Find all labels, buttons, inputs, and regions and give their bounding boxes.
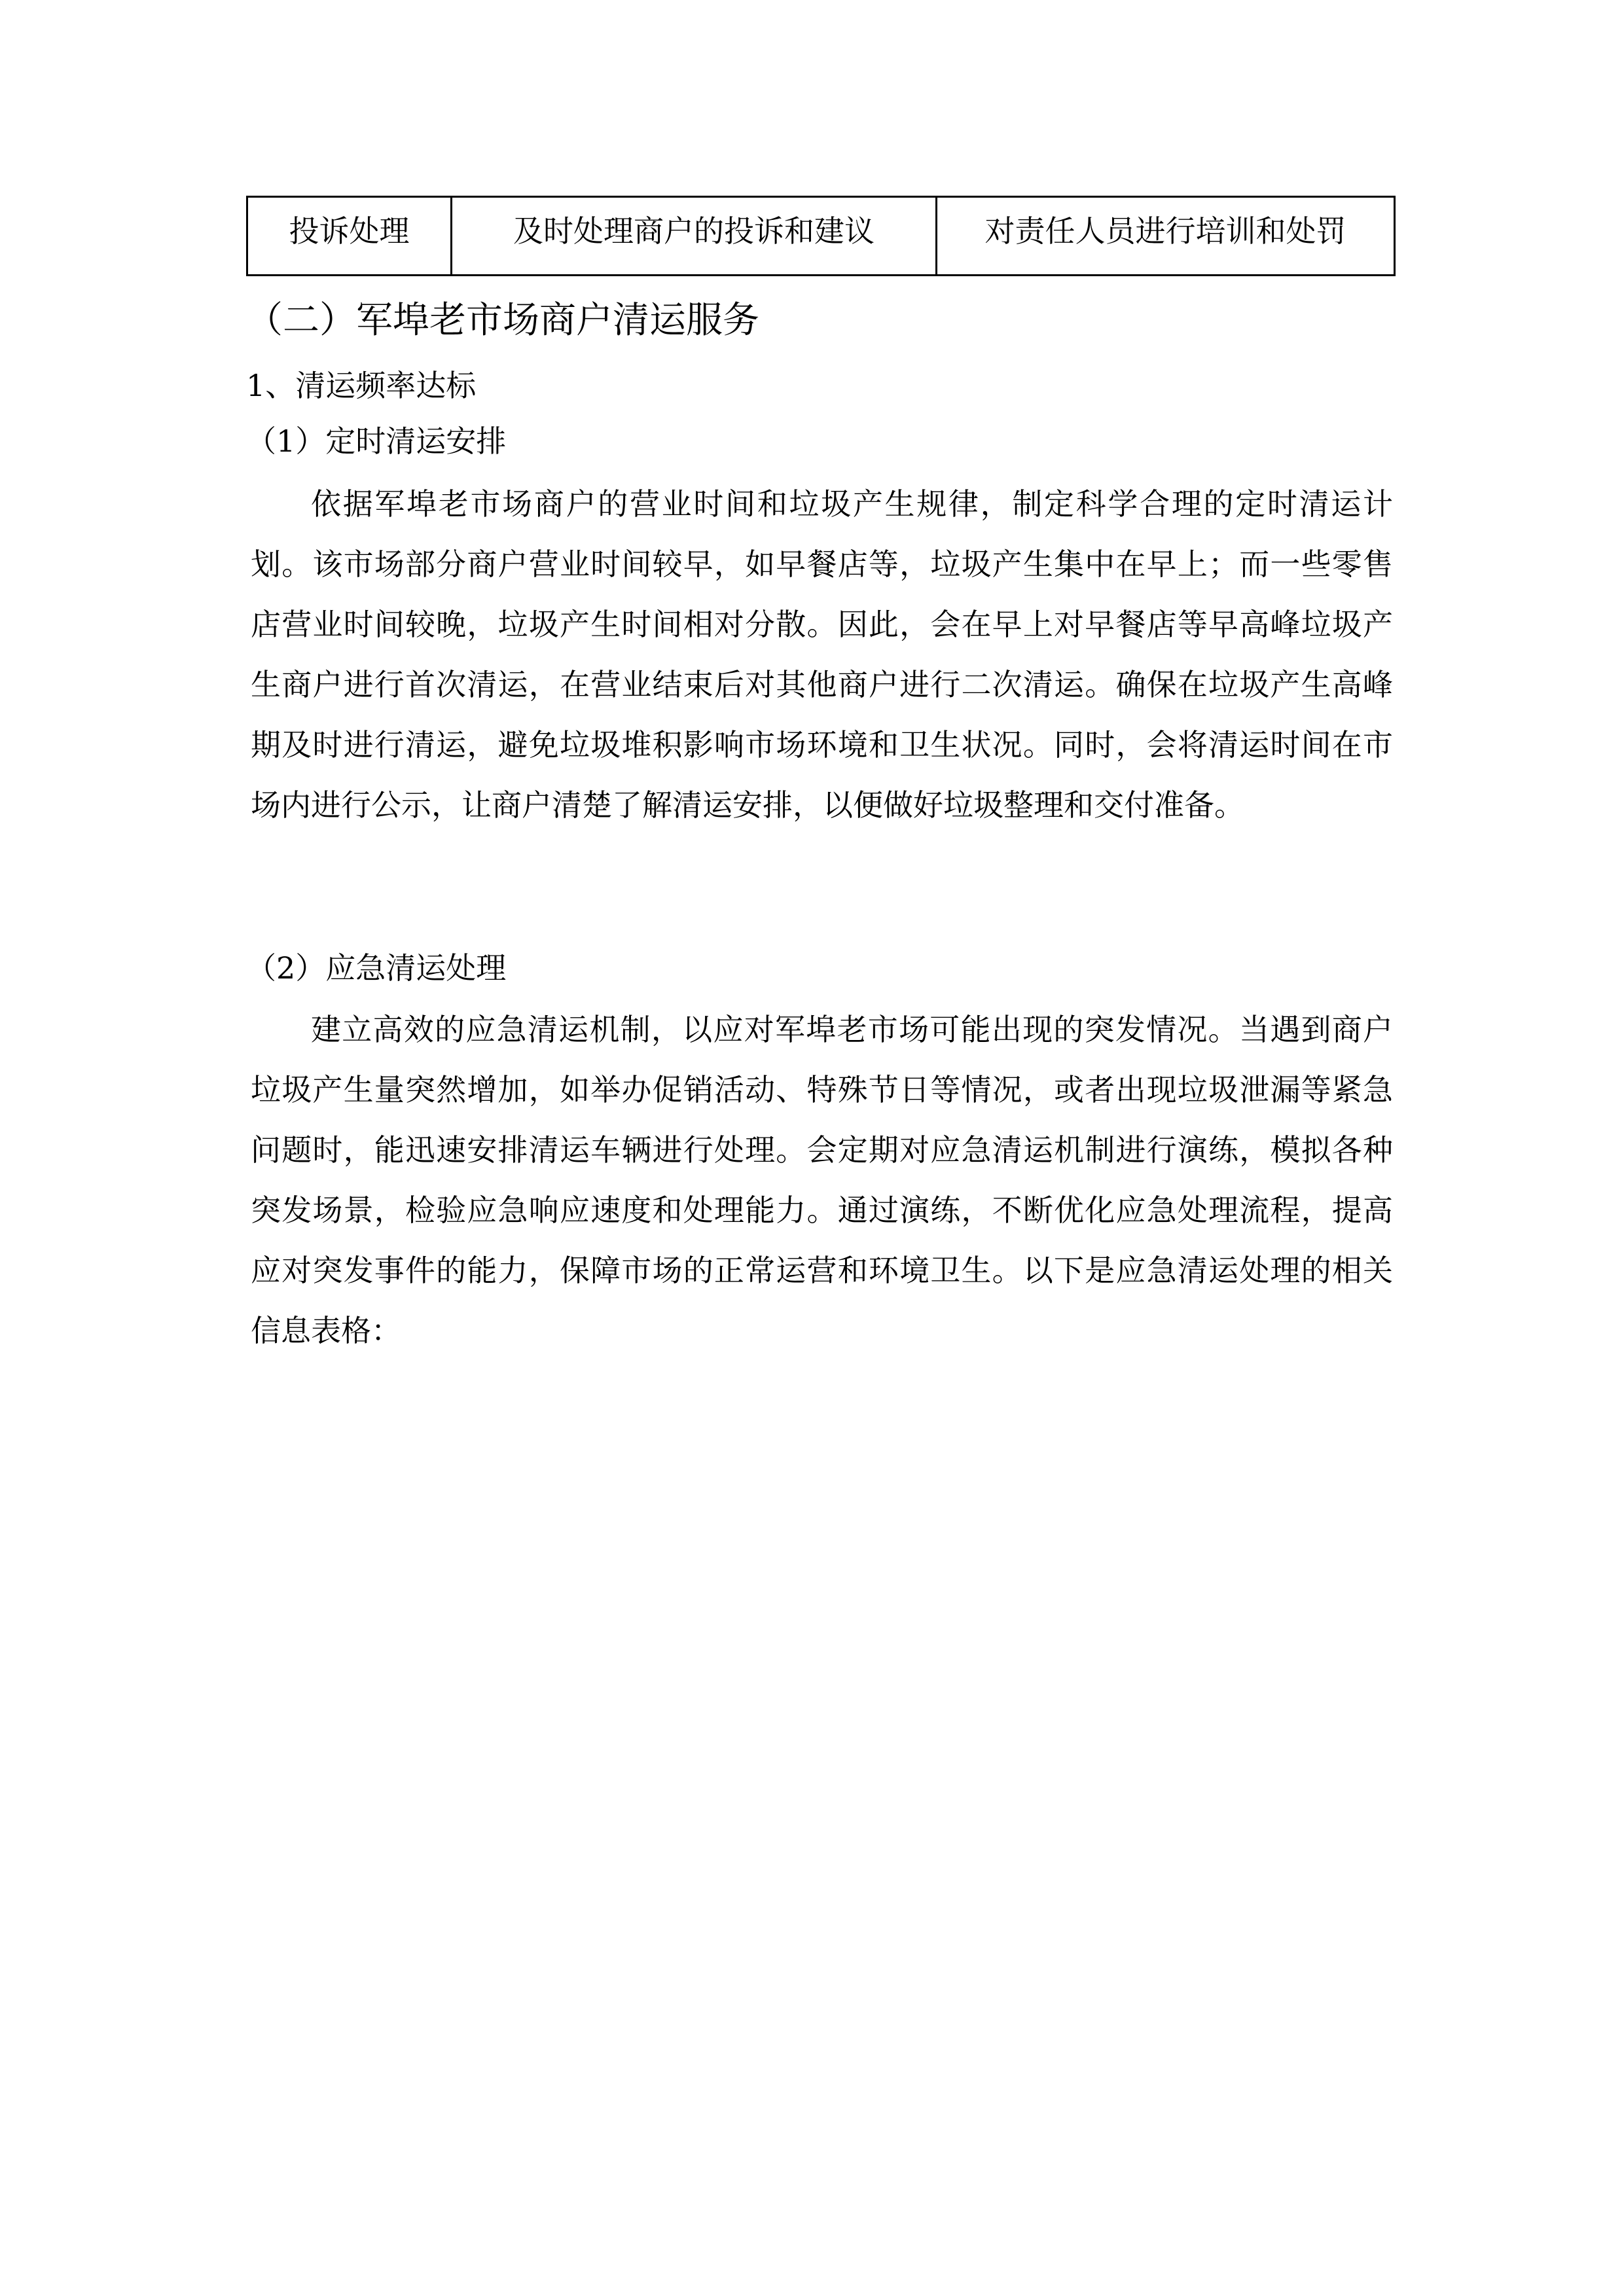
section-heading: （二）军埠老市场商户清运服务 [246, 299, 759, 342]
subheading-frequency: 1、清运频率达标 [246, 368, 477, 403]
subheading-scheduled: （1）定时清运安排 [246, 423, 507, 459]
table-cell-requirement: 及时处理商户的投诉和建议 [452, 197, 937, 276]
table-row [247, 197, 1395, 276]
table-cell-measure: 对责任人员进行培训和处罚 [937, 197, 1395, 276]
subheading-emergency: （2）应急清运处理 [246, 950, 507, 986]
paragraph-scheduled: 依据军埠老市场商户的营业时间和垃圾产生规律，制定科学合理的定时清运计划。该市场部分商户营业时间较早，如早餐店等，垃圾产生集中在早上；而一些零售店营业时间较晚，垃圾产生时间相对分散。因此，会在早上对早餐店等早高峰垃圾产生商户进行首次清运，在营业结束后对其他商户进行二次清运。确保在垃圾产生高峰期及时进行清运，避免垃圾堆积影响市场环境和卫生状况。同时，会将清运时间在市场内进行公示，让商户清楚了解清运安排，以便做好垃圾整理和交付准备。 [251, 486, 1393, 823]
complaint-table [246, 196, 1396, 276]
table-cell-item: 投诉处理 [247, 197, 452, 276]
paragraph-emergency: 建立高效的应急清运机制，以应对军埠老市场可能出现的突发情况。当遇到商户垃圾产生量突然增加，如举办促销活动、特殊节日等情况，或者出现垃圾泄漏等紧急问题时，能迅速安排清运车辆进行处理。会定期对应急清运机制进行演练，模拟各种突发场景，检验应急响应速度和处理能力。通过演练，不断优化应急处理流程，提高应对突发事件的能力，保障市场的正常运营和环境卫生。以下是应急清运处理的相关信息表格： [251, 1012, 1393, 1348]
